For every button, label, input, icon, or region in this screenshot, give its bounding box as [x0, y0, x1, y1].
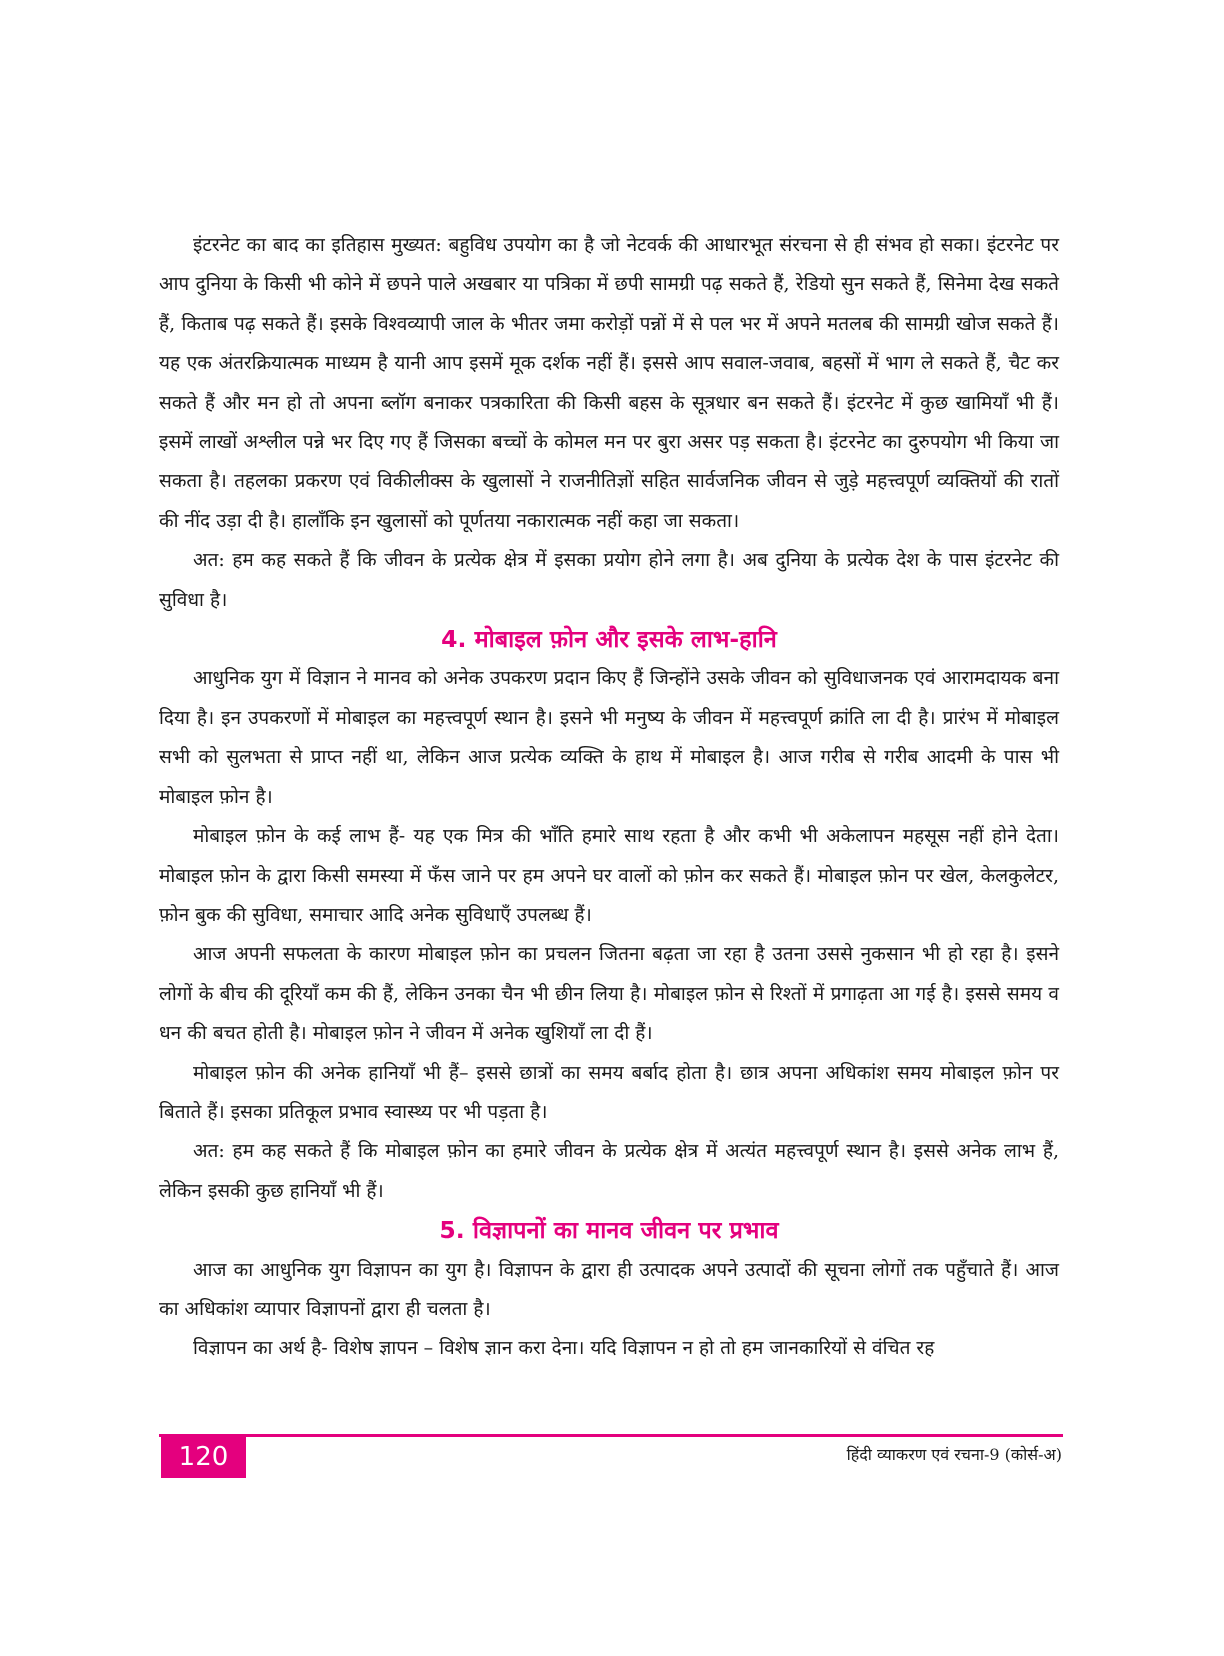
section-4-paragraph-3: आज अपनी सफलता के कारण मोबाइल फ़ोन का प्रचलन जितना बढ़ता जा रहा है उतना उससे नुकसान भी हो रहा है। इसने लोगों के बीच की दूरियाँ कम की हैं, लेकिन उनका चैन भी छीन लिया है। मोबाइल फ़ोन से रिश्तों में प्रगाढ़ता आ गई है। इससे समय व धन की बचत होती है। मोबाइल फ़ोन ने जीवन में अनेक खुशियाँ ला दी हैं। — [159, 943, 1059, 1045]
internet-history-paragraph: इंटरनेट का बाद का इतिहास मुख्यत: बहुविध उपयोग का है जो नेटवर्क की आधारभूत संरचना से ही संभव हो सका। इंटरनेट पर आप दुनिया के किसी भी कोने में छपने पाले अखबार या पत्रिका में छपी सामग्री पढ़ सकते हैं, रेडियो सुन सकते हैं, सिनेमा देख सकते हैं, किताब पढ़ सकते हैं। इसके विश्वव्यापी जाल के भीतर जमा करोड़ों पन्नों में से पल भर में अपने मतलब की सामग्री खोज सकते हैं। यह एक अंतरक्रियात्मक माध्यम है यानी आप इसमें मूक दर्शक नहीं हैं। इससे आप सवाल-जवाब, बहसों में भाग ले सकते हैं, चैट कर सकते हैं और मन हो तो अपना ब्लॉग बनाकर पत्रकारिता की किसी बहस के सूत्रधार बन सकते हैं। इंटरनेट में कुछ खामियाँ भी हैं। इसमें लाखों अश्लील पन्ने भर दिए गए हैं जिसका बच्चों के कोमल मन पर बुरा असर पड़ सकता है। इंटरनेट का दुरुपयोग भी किया जा सकता है। तहलका प्रकरण एवं विकीलीक्स के खुलासों ने राजनीतिज्ञों सहित सार्वजनिक जीवन से जुड़े महत्त्वपूर्ण व्यक्तियों की रातों की नींद उड़ा दी है। हालाँकि इन खुलासों को पूर्णतया नकारात्मक नहीं कहा जा सकता। — [159, 234, 1059, 532]
book-title: हिंदी व्याकरण एवं रचना-9 (कोर्स-अ) — [846, 1445, 1062, 1464]
section-5-paragraph-1: आज का आधुनिक युग विज्ञापन का युग है। विज्ञापन के द्वारा ही उत्पादक अपने उत्पादों की सूचना लोगों तक पहुँचाते हैं। आज का अधिकांश व्यापार विज्ञापनों द्वारा ही चलता है। — [159, 1258, 1059, 1320]
internet-conclusion-paragraph: अत: हम कह सकते हैं कि जीवन के प्रत्येक क्षेत्र में इसका प्रयोग होने लगा है। अब दुनिया के प्रत्येक देश के पास इंटरनेट की सुविधा है। — [159, 549, 1059, 611]
page-content — [159, 226, 1059, 1369]
section-4-paragraph-5: अत: हम कह सकते हैं कि मोबाइल फ़ोन का हमारे जीवन के प्रत्येक क्षेत्र में अत्यंत महत्त्वपूर्ण स्थान है। इससे अनेक लाभ हैं, लेकिन इसकी कुछ हानियाँ भी हैं। — [159, 1140, 1059, 1202]
section-4-paragraph-1: आधुनिक युग में विज्ञान ने मानव को अनेक उपकरण प्रदान किए हैं जिन्होंने उसके जीवन को सुविधाजनक एवं आरामदायक बना दिया है। इन उपकरणों में मोबाइल का महत्त्वपूर्ण स्थान है। इसने भी मनुष्य के जीवन में महत्त्वपूर्ण क्रांति ला दी है। प्रारंभ में मोबाइल सभी को सुलभता से प्राप्त नहीं था, लेकिन आज प्रत्येक व्यक्ति के हाथ में मोबाइल है। आज गरीब से गरीब आदमी के पास भी मोबाइल फ़ोन है। — [159, 667, 1059, 808]
section-4-paragraph-2: मोबाइल फ़ोन के कई लाभ हैं- यह एक मित्र की भाँति हमारे साथ रहता है और कभी भी अकेलापन महसूस नहीं होने देता। मोबाइल फ़ोन के द्वारा किसी समस्या में फँस जाने पर हम अपने घर वालों को फ़ोन कर सकते हैं। मोबाइल फ़ोन पर खेल, केलकुलेटर, फ़ोन बुक की सुविधा, समाचार आदि अनेक सुविधाएँ उपलब्ध हैं। — [159, 825, 1059, 926]
footer-divider — [159, 1434, 1063, 1437]
section-4-paragraph-4: मोबाइल फ़ोन की अनेक हानियाँ भी हैं– इससे छात्रों का समय बर्बाद होता है। छात्र अपना अधिकांश समय मोबाइल फ़ोन पर बिताते हैं। इसका प्रतिकूल प्रभाव स्वास्थ्य पर भी पड़ता है। — [159, 1061, 1059, 1123]
section-5-paragraph-2: विज्ञापन का अर्थ है- विशेष ज्ञापन – विशेष ज्ञान करा देना। यदि विज्ञापन न हो तो हम जानकारियों से वंचित रह — [193, 1337, 935, 1360]
section-4-heading: 4. मोबाइल फ़ोन और इसके लाभ-हानि — [441, 625, 777, 654]
section-5-heading: 5. विज्ञापनों का मानव जीवन पर प्रभाव — [439, 1216, 779, 1245]
page-number-badge: 120 — [161, 1437, 246, 1478]
